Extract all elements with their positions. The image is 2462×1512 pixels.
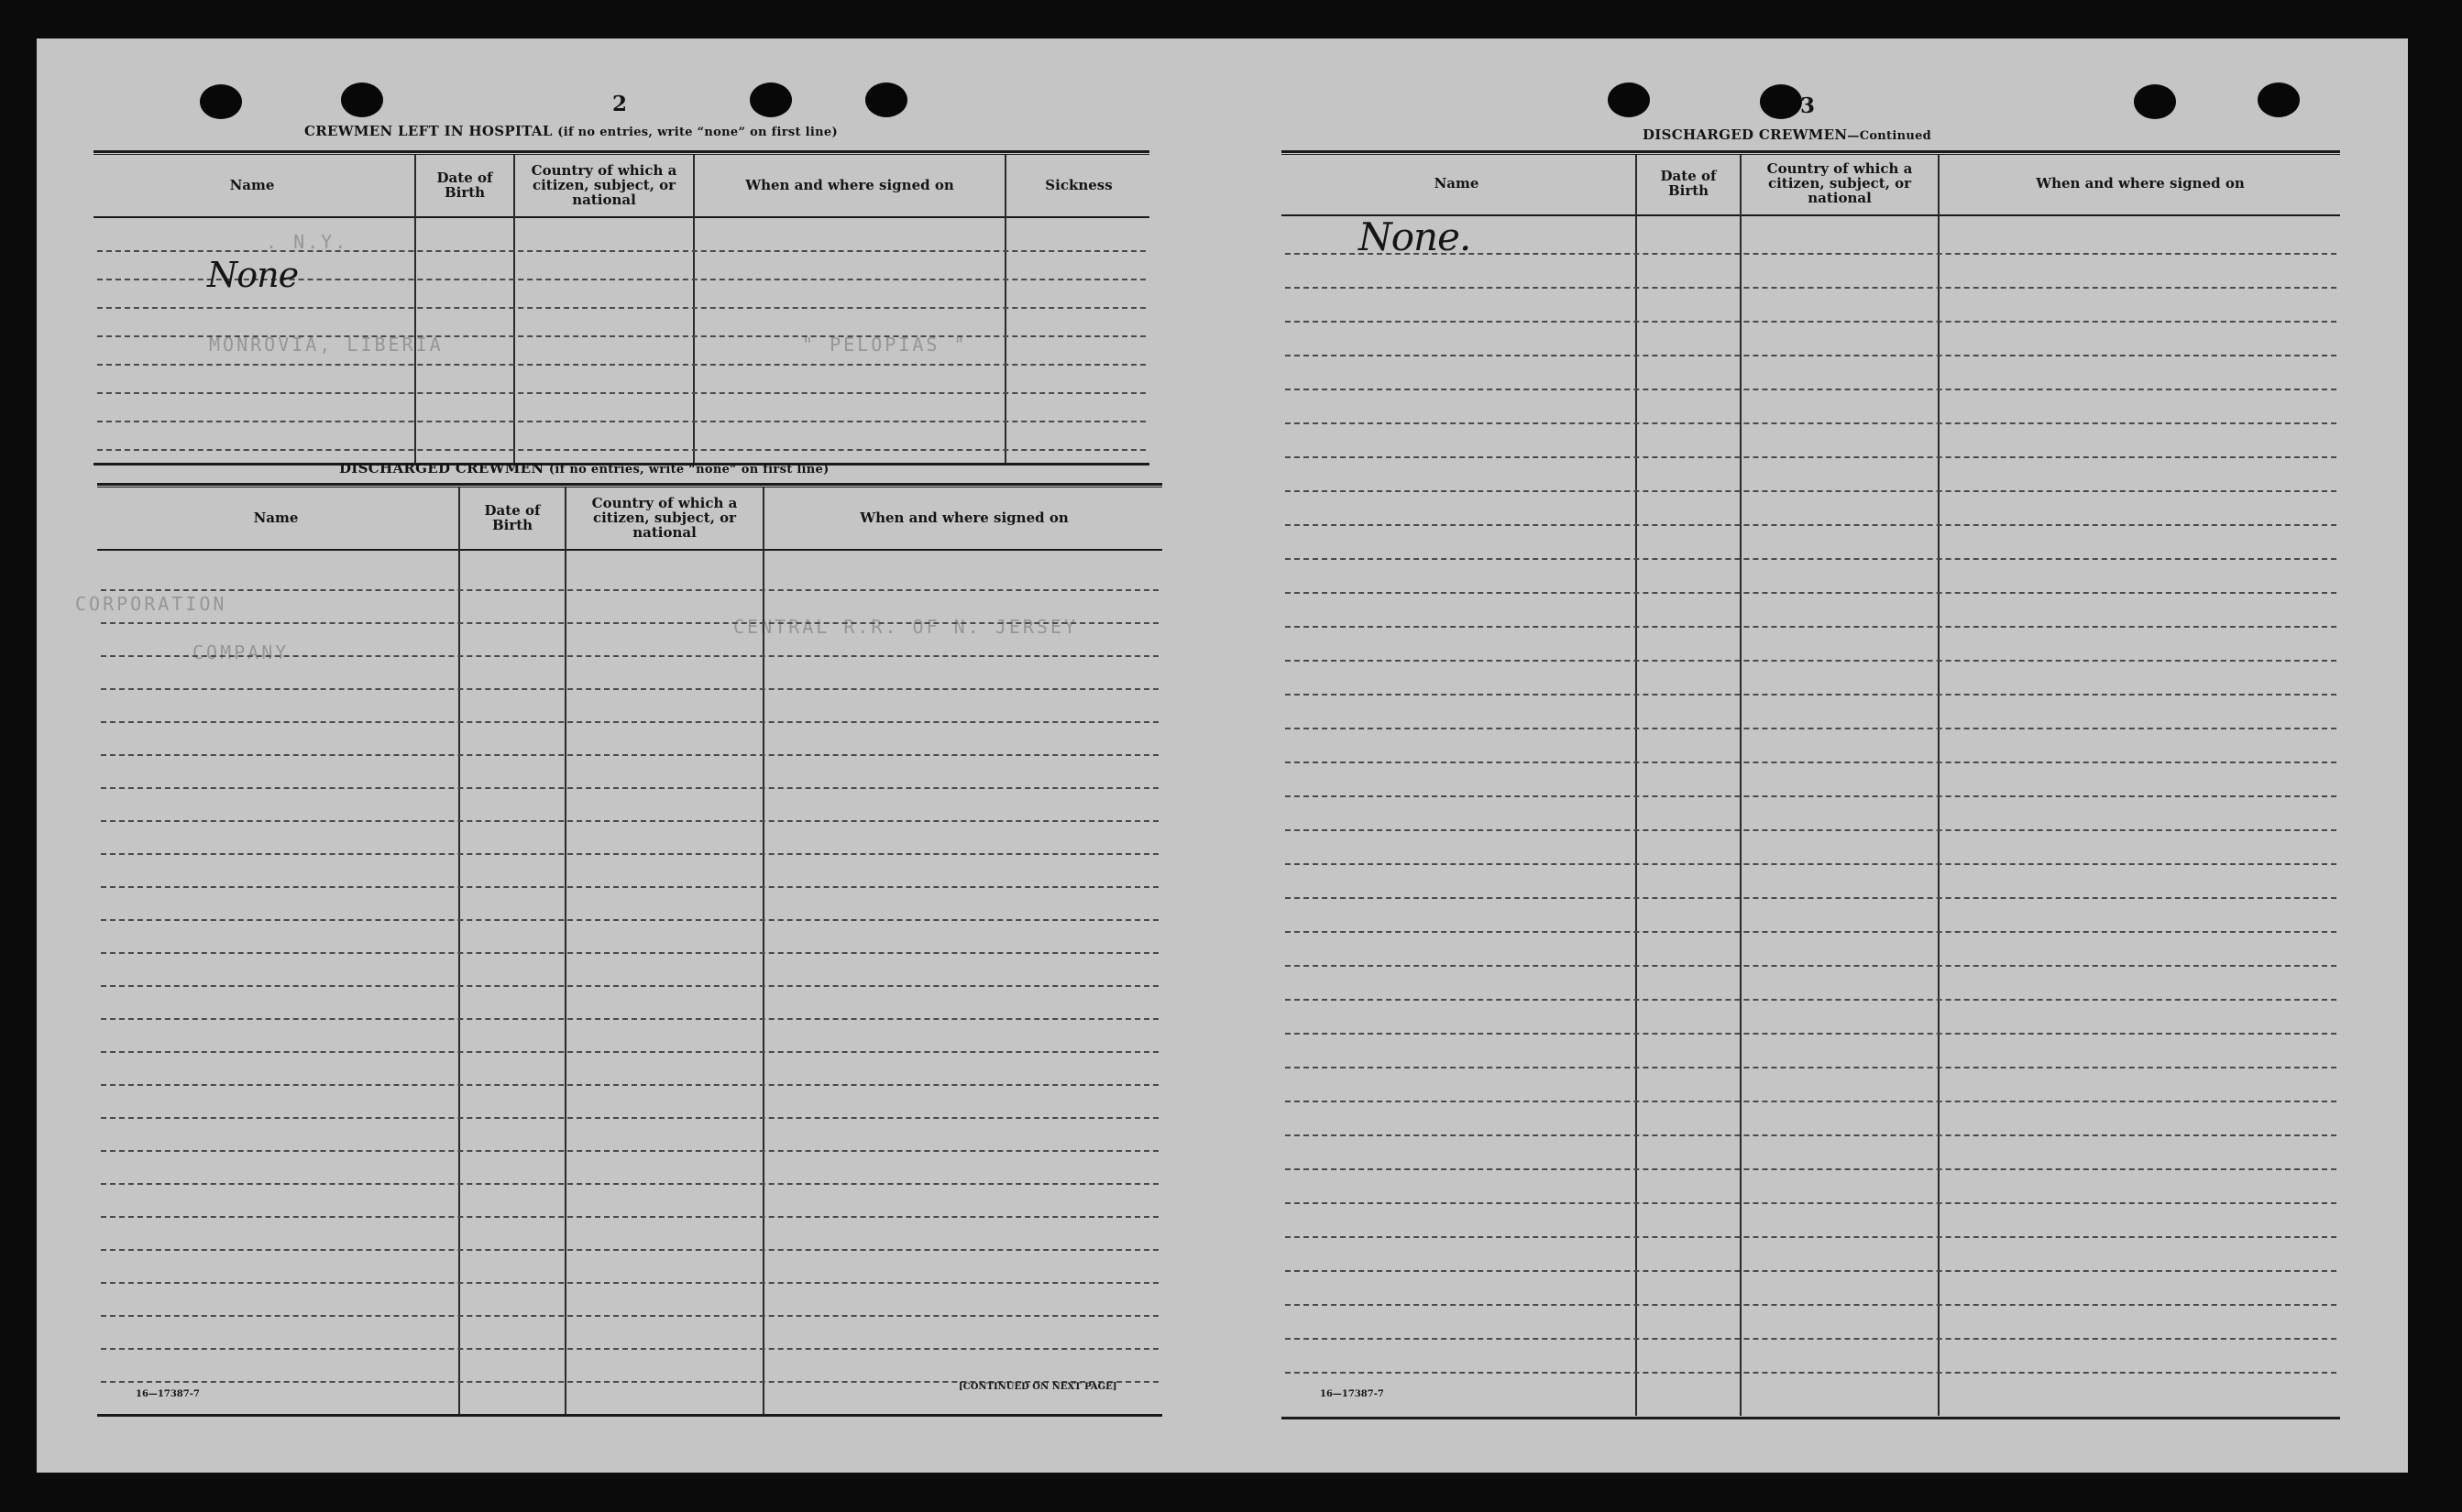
column-header-signed-on: When and where signed on [2036,175,2245,192]
column-header-country: Country of which a citizen, subject, or national [1766,160,1913,206]
section-instruction: (if no entries, write “none” on first line) [557,126,838,139]
handwritten-none-entry: None [207,255,299,295]
page-fold [1278,38,1280,1473]
section-title-suffix: —Continued [1847,129,1932,143]
manifest-sheet [37,38,2408,1473]
discharged-continued-title [1643,126,1931,143]
section-title-text: DISCHARGED CREWMEN [1643,126,1848,143]
punch-hole [341,82,383,117]
column-header-signed-on: When and where signed on [860,509,1069,526]
hospital-section-title [304,123,838,139]
bleed-through-text: COMPANY [192,641,290,663]
punch-hole [1608,82,1650,117]
hospital-table [93,150,1149,466]
form-number: 16—17387-7 [136,1389,200,1399]
discharged-table-right [1281,150,2340,1419]
column-header-name: Name [229,177,275,193]
punch-hole [750,82,792,117]
section-title-text: DISCHARGED CREWMEN [339,460,544,477]
form-number: 16—17387-7 [1320,1389,1384,1399]
column-header-date-of-birth: Date of Birth [484,502,541,533]
bleed-through-text: " PELOPIAS " [802,334,968,356]
continued-note: [CONTINUED ON NEXT PAGE] [959,1382,1117,1392]
discharged-table-left [97,483,1162,1419]
column-header-date-of-birth: Date of Birth [1660,168,1717,199]
bleed-through-text: MONROVIA, LIBERIA [209,334,444,356]
section-instruction: (if no entries, write “none” on first line) [548,463,830,477]
page-number: 2 [612,92,628,116]
section-title-text: CREWMEN LEFT IN HOSPITAL [304,123,553,139]
punch-hole [1760,84,1802,119]
column-header-name: Name [253,509,299,526]
discharged-section-title [339,460,830,477]
punch-hole [200,84,242,119]
bleed-through-text: CENTRAL R.R. OF N. JERSEY [733,616,1079,638]
column-header-country: Country of which a citizen, subject, or national [591,495,738,541]
page-number: 3 [1800,93,1816,118]
punch-hole [2134,84,2176,119]
bleed-through-text: . N.Y. [266,231,349,253]
column-header-date-of-birth: Date of Birth [436,170,493,201]
punch-hole [865,82,907,117]
bleed-through-text: CORPORATION [75,593,227,615]
punch-hole [2258,82,2300,117]
column-header-sickness: Sickness [1045,177,1113,193]
column-header-country: Country of which a citizen, subject, or national [531,162,677,208]
column-header-signed-on: When and where signed on [745,177,954,193]
handwritten-none-entry: None. [1358,214,1471,259]
column-header-name: Name [1434,175,1479,192]
